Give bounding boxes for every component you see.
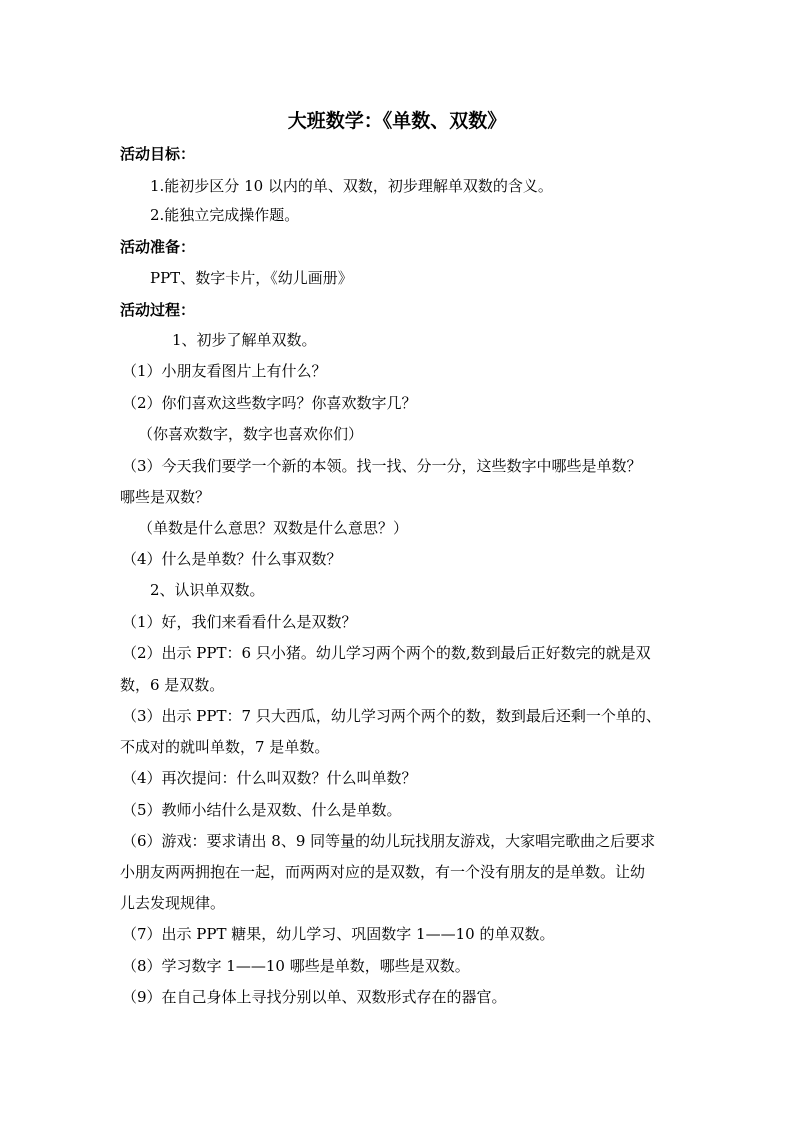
- step-2-question-5: （5）教师小结什么是双数、什么是单数。: [122, 801, 402, 819]
- step-2-question-4: （4）再次提问：什么叫双数？什么叫单数？: [122, 769, 417, 787]
- step-1-question-4: （4）什么是单数？什么事双数？: [122, 550, 342, 568]
- prep-text: PPT、数字卡片，《幼儿画册》: [150, 269, 353, 287]
- goal-1: 1.能初步区分 10 以内的单、双数，初步理解单双数的含义。: [150, 177, 553, 195]
- step-2-title: 2、认识单双数。: [150, 581, 265, 599]
- document-title: 大班数学：《单数、双数》: [287, 110, 507, 132]
- step-2-question-1: （1）好，我们来看看什么是双数？: [122, 613, 357, 631]
- prep-heading: 活动准备：: [120, 238, 196, 256]
- step-2-question-9: （9）在自己身体上寻找分别以单、双数形式存在的器官。: [122, 988, 507, 1006]
- step-2-question-8: （8）学习数字 1——10 哪些是单数，哪些是双数。: [122, 957, 470, 975]
- step-2-question-6-line-2: 小朋友两两拥抱在一起，而两两对应的是双数，有一个没有朋友的是单数。让幼: [120, 863, 646, 881]
- step-1-question-2: （2）你们喜欢这些数字吗？你喜欢数字几？: [122, 394, 417, 412]
- goal-2: 2.能独立完成操作题。: [150, 206, 300, 224]
- step-1-question-3-line-2: 哪些是双数？: [120, 488, 211, 506]
- step-2-question-2-line-1: （2）出示 PPT：6 只小猪。幼儿学习两个两个的数,数到最后正好数完的就是双: [122, 644, 651, 662]
- step-1-question-1: （1）小朋友看图片上有什么？: [122, 362, 327, 380]
- step-2-question-6-line-3: 儿去发现规律。: [120, 894, 226, 912]
- step-1-title: 1、初步了解单双数。: [172, 331, 317, 349]
- step-2-question-7: （7）出示 PPT 糖果，幼儿学习、巩固数字 1——10 的单双数。: [122, 925, 555, 943]
- process-heading: 活动过程：: [120, 301, 196, 319]
- step-2-question-3-line-2: 不成对的就叫单数，7 是单数。: [120, 738, 330, 756]
- step-2-question-3-line-1: （3）出示 PPT：7 只大西瓜，幼儿学习两个两个的数，数到最后还剩一个单的、: [122, 707, 661, 725]
- step-2-question-2-line-2: 数，6 是双数。: [120, 676, 225, 694]
- step-2-question-6-line-1: （6）游戏：要求请出 8、9 同等量的幼儿玩找朋友游戏，大家唱完歌曲之后要求: [122, 832, 656, 850]
- step-1-question-3-note: （单数是什么意思？双数是什么意思？）: [138, 519, 409, 537]
- goals-heading: 活动目标：: [120, 145, 196, 163]
- step-1-question-2-note: （你喜欢数字，数字也喜欢你们）: [138, 425, 364, 443]
- step-1-question-3-line-1: （3）今天我们要学一个新的本领。找一找、分一分，这些数字中哪些是单数？: [122, 457, 642, 475]
